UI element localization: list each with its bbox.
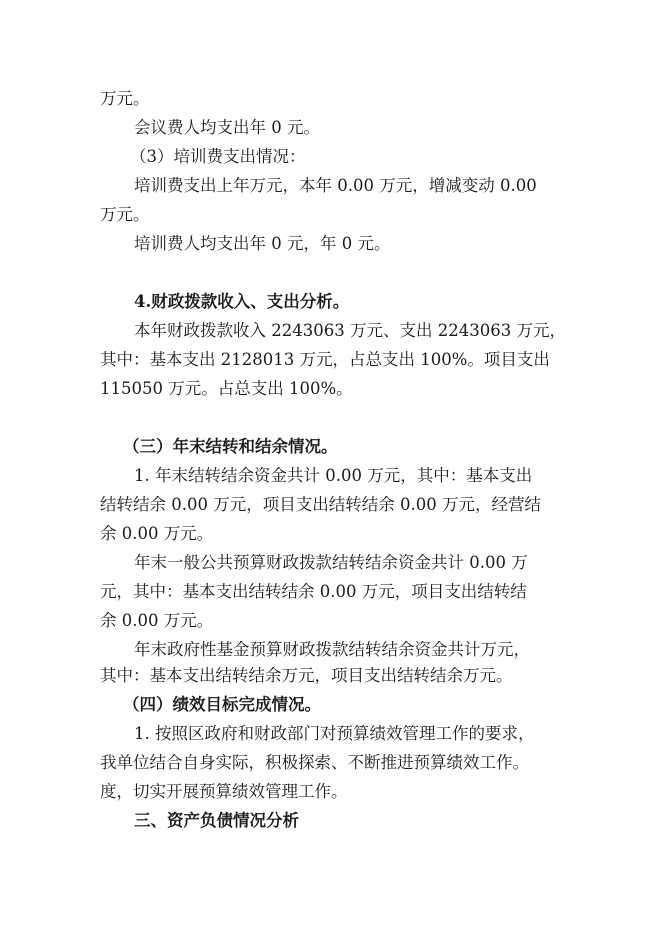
paragraph-line: 元，其中：基本支出结转结余 0.00 万元，项目支出结转结 (100, 582, 527, 601)
paragraph-line: 年末一般公共预算财政拨款结转结余资金共计 0.00 万 (134, 553, 528, 572)
section-heading-assets: 三、资产负债情况分析 (134, 811, 299, 830)
paragraph-line: 度，切实开展预算绩效管理工作。 (100, 782, 348, 801)
paragraph-line: 1. 年末结转结余资金共计 0.00 万元，其中：基本支出 (134, 466, 533, 485)
paragraph-line: 1. 按照区政府和财政部门对预算绩效管理工作的要求， (134, 724, 535, 743)
paragraph-line: 万元。 (100, 205, 150, 224)
paragraph-line: 万元。 (100, 89, 150, 108)
paragraph-line: 115050 万元。占总支出 100%。 (100, 379, 353, 398)
section-heading-4: 4.财政拨款收入、支出分析。 (134, 292, 350, 311)
paragraph-line: 其中：基本支出 2128013 万元，占总支出 100%。项目支出 (100, 350, 550, 369)
paragraph-line: 年末政府性基金预算财政拨款结转结余资金共计万元， (134, 640, 530, 659)
paragraph-line: 余 0.00 万元。 (100, 524, 214, 543)
paragraph-line: 培训费支出上年万元，本年 0.00 万元，增减变动 0.00 (134, 176, 537, 195)
section-heading-3: （三）年末结转和结余情况。 (123, 437, 338, 456)
paragraph-line: 本年财政拨款收入 2243063 万元、支出 2243063 万元， (134, 321, 566, 340)
paragraph-line: 会议费人均支出年 0 元。 (134, 118, 320, 137)
section-heading-4-performance: （四）绩效目标完成情况。 (123, 695, 321, 714)
paragraph-line: 培训费人均支出年 0 元，年 0 元。 (134, 234, 391, 253)
paragraph-line: 余 0.00 万元。 (100, 611, 214, 630)
paragraph-line: 我单位结合自身实际，积极探索、不断推进预算绩效工作。 (100, 753, 529, 772)
paragraph-line: 结转结余 0.00 万元，项目支出结转结余 0.00 万元，经营结 (100, 495, 541, 514)
paragraph-line: 其中：基本支出结转结余万元，项目支出结转结余万元。 (100, 666, 513, 685)
subheading-training: （3）培训费支出情况： (130, 147, 306, 166)
